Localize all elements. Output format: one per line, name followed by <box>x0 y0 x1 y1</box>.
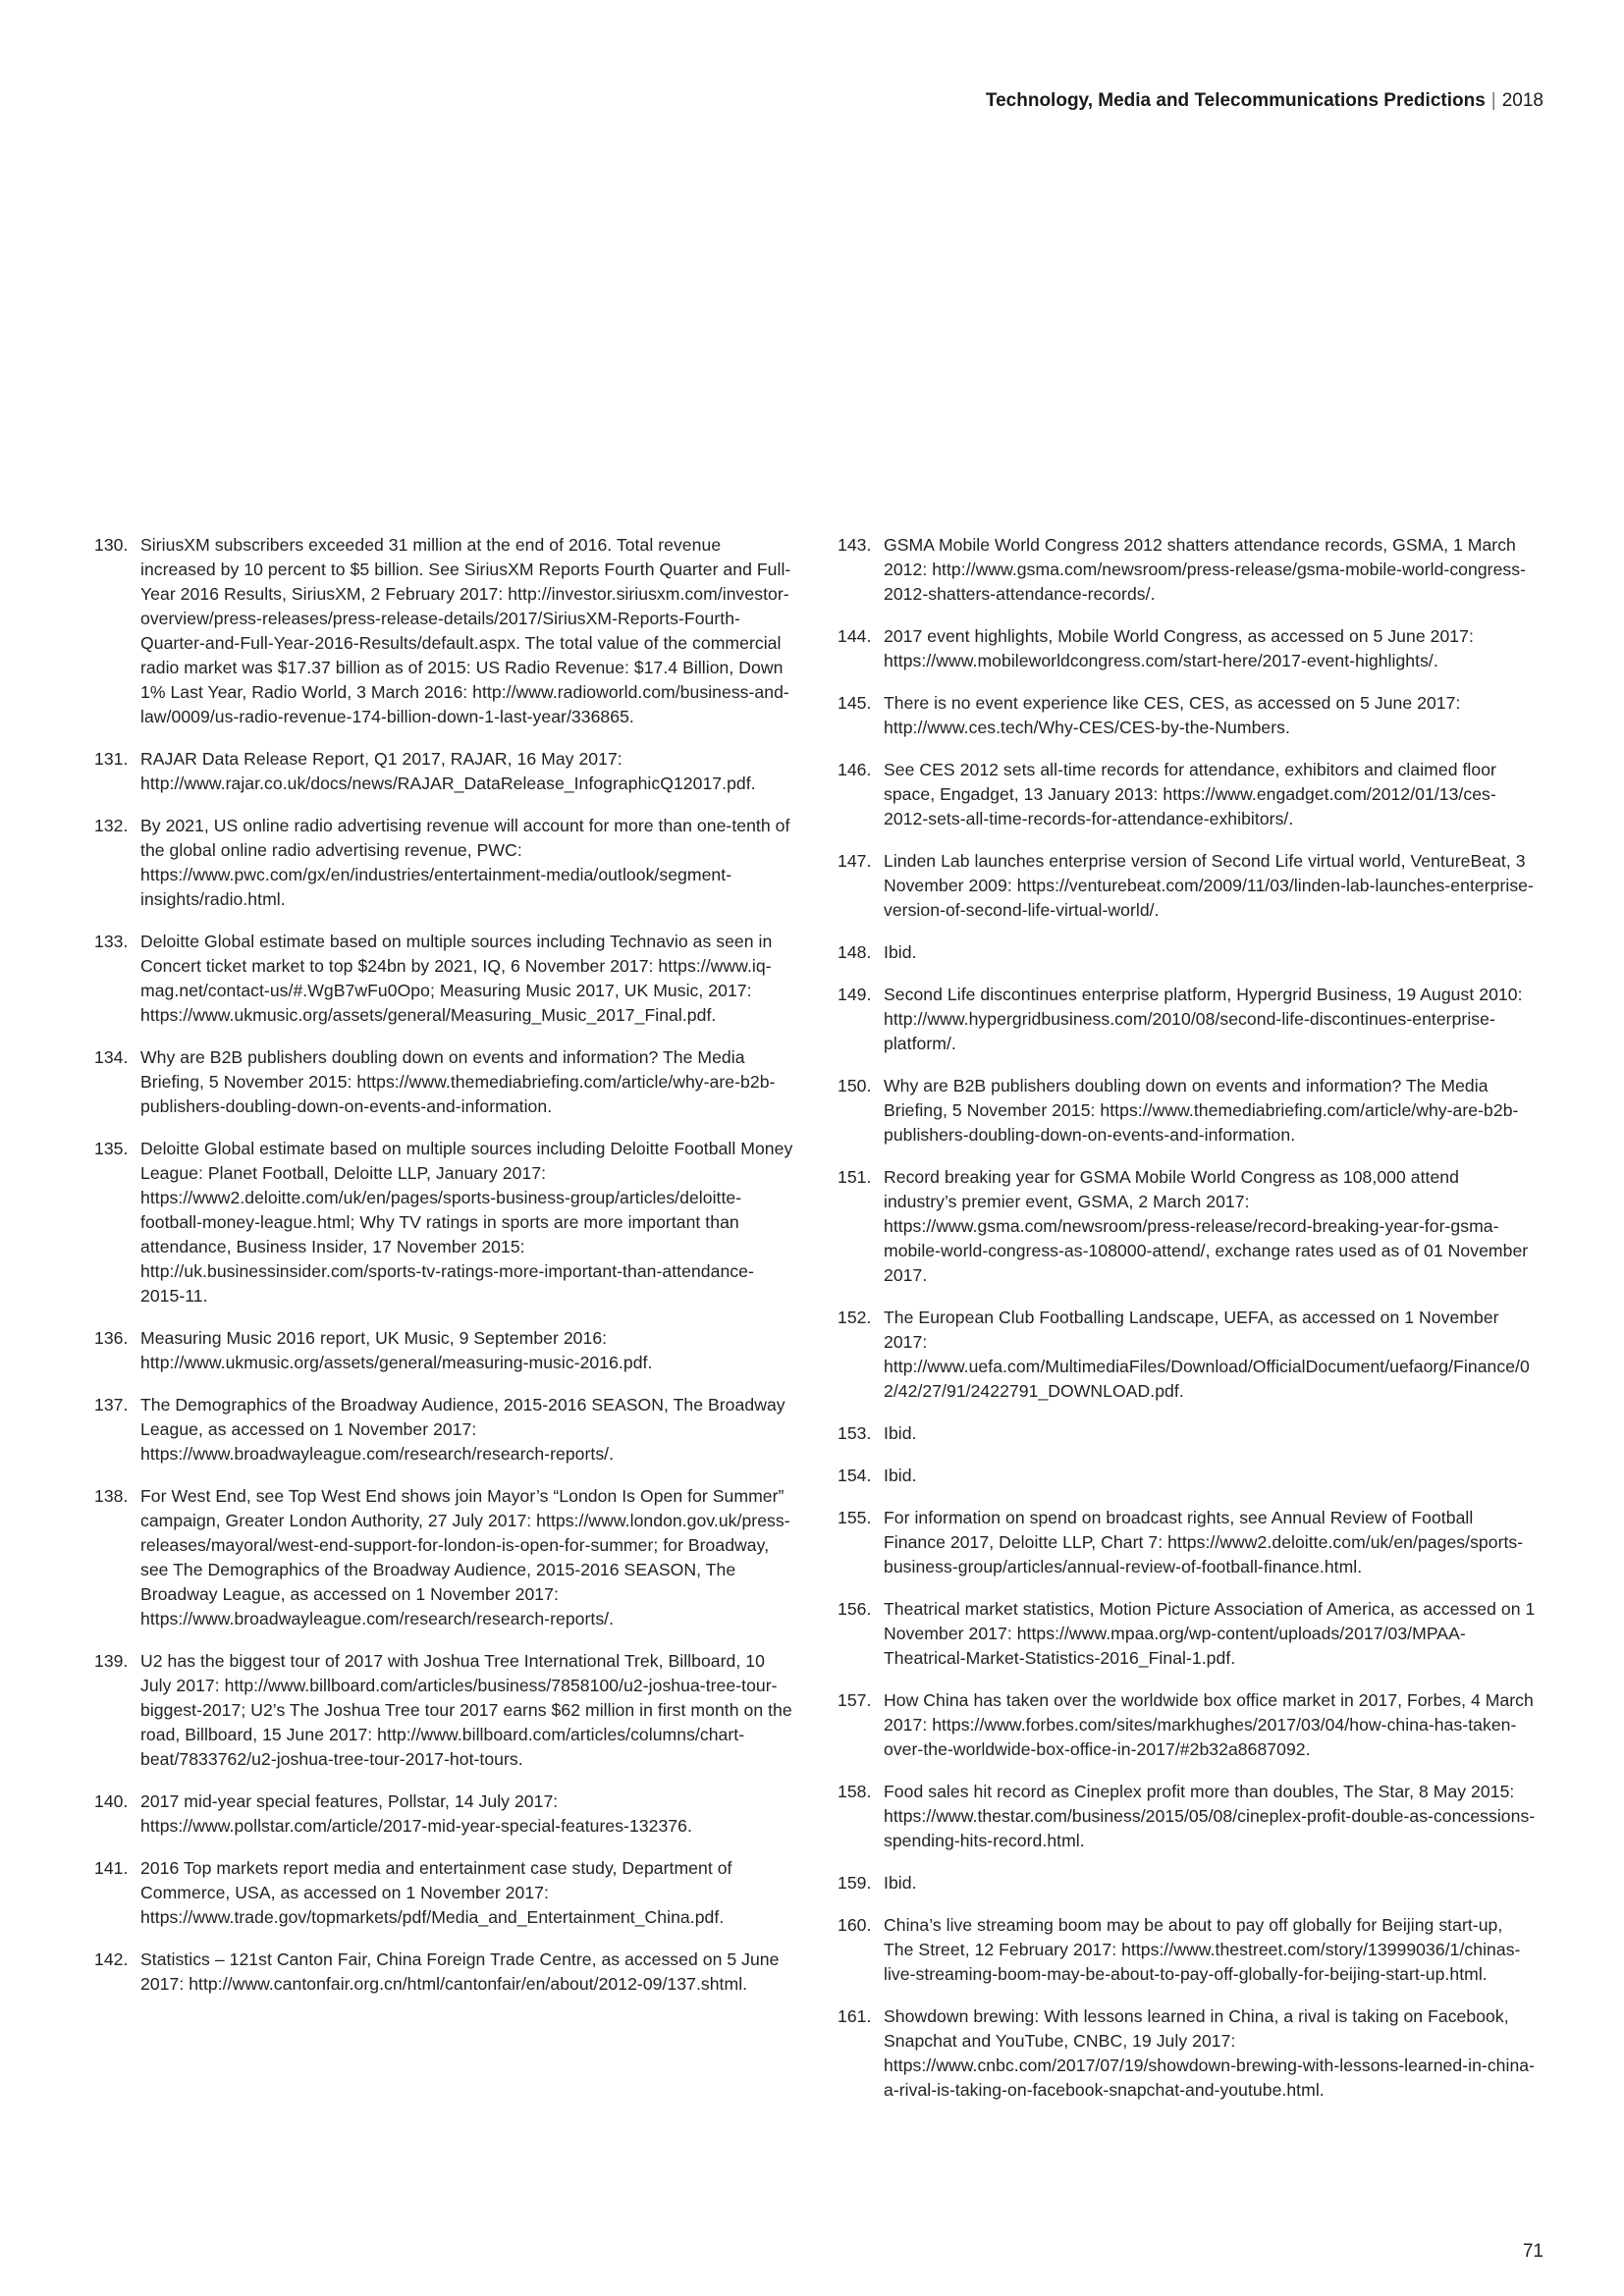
endnote-number: 133. <box>94 932 129 951</box>
endnote <box>838 1506 1537 1579</box>
endnote-text: China’s live streaming boom may be about to pay off globally for Beijing start-up, The Street, 12 February 2017: https://www.thestreet.com/story/13999036/1/chinas-live-streaming-boom-may-be-about-to-pay-off-globally-for-beijing-start-up.html. <box>884 1915 1521 1984</box>
endnote-text: Ibid. <box>884 1466 917 1485</box>
endnote-text: Ibid. <box>884 942 917 962</box>
endnote-number: 147. <box>838 851 872 871</box>
endnote-text: GSMA Mobile World Congress 2012 shatters attendance records, GSMA, 1 March 2012: http://www.gsma.com/newsroom/press-release/gsma-mobile-world-congress-2012-shatters-attendance-records/. <box>884 535 1527 604</box>
endnote-number: 138. <box>94 1486 129 1506</box>
header-separator: | <box>1490 90 1496 111</box>
endnote-number: 137. <box>94 1395 129 1415</box>
endnote <box>838 1913 1537 1987</box>
endnote-text: How China has taken over the worldwide box office market in 2017, Forbes, 4 March 2017: https://www.forbes.com/sites/markhughes/2017/03/04/how-china-has-taken-over-the-worldwide-box-office-in-2017/#2b32a8687092. <box>884 1690 1534 1759</box>
endnote-text: The Demographics of the Broadway Audience, 2015-2016 SEASON, The Broadway League, as accessed on 1 November 2017: https://www.broadwayleague.com/research/research-reports/. <box>140 1395 785 1464</box>
endnote-number: 141. <box>94 1858 129 1878</box>
endnote-text: For West End, see Top West End shows join Mayor’s “London Is Open for Summer” campaign, Greater London Authority, 27 July 2017: https://www.london.gov.uk/press-releases/mayoral/west-end-support-for-london-is-open-for-summer; for Broadway, see The Demographics of the Broadway Audience, 2015-2016 SEASON, The Broadway League, as accessed on 1 November 2017: https://www.broadwayleague.com/research/research-reports/. <box>140 1486 790 1629</box>
endnote <box>838 983 1537 1056</box>
endnote <box>94 1856 793 1930</box>
endnote-number: 145. <box>838 693 872 713</box>
endnote <box>838 533 1537 607</box>
endnote <box>838 1597 1537 1671</box>
endnote-number: 144. <box>838 626 872 646</box>
endnote <box>94 1393 793 1467</box>
endnote-text: See CES 2012 sets all-time records for attendance, exhibitors and claimed floor space, Engadget, 13 January 2013: https://www.engadget.com/2012/01/13/ces-2012-sets-all-time-records-for-attendance-exhibitors/. <box>884 760 1496 828</box>
endnote <box>94 1045 793 1119</box>
endnote-text: Theatrical market statistics, Motion Picture Association of America, as accessed on 1 November 2017: https://www.mpaa.org/wp-content/uploads/2017/03/MPAA-Theatrical-Market-Statistics-2016_Final-1.pdf. <box>884 1599 1536 1668</box>
endnote-text: 2016 Top markets report media and entertainment case study, Department of Commerce, USA, as accessed on 1 November 2017: https://www.trade.gov/topmarkets/pdf/Media_and_Entertainment_China.pdf. <box>140 1858 732 1927</box>
endnote-text: Linden Lab launches enterprise version of Second Life virtual world, VentureBeat, 3 November 2009: https://venturebeat.com/2009/11/03/linden-lab-launches-enterprise-version-of-second-life-virtual-world/. <box>884 851 1534 920</box>
endnote-number: 132. <box>94 816 129 835</box>
endnote <box>94 1948 793 1997</box>
endnote-text: Record breaking year for GSMA Mobile World Congress as 108,000 attend industry’s premier event, GSMA, 2 March 2017: https://www.gsma.com/newsroom/press-release/record-breaking-year-for-gsma-mobile-world-congress-as-108000-attend/, exchange rates used as of 01 November 2017. <box>884 1167 1529 1285</box>
endnote <box>94 1789 793 1839</box>
endnote-number: 157. <box>838 1690 872 1710</box>
endnote-number: 152. <box>838 1308 872 1327</box>
report-title: Technology, Media and Telecommunications Predictions <box>985 90 1486 111</box>
endnote-text: Why are B2B publishers doubling down on events and information? The Media Briefing, 5 November 2015: https://www.themediabriefing.com/article/why-are-b2b-publishers-doubling-down-on-events-and-information. <box>140 1047 776 1116</box>
endnote-text: SiriusXM subscribers exceeded 31 million at the end of 2016. Total revenue increased by 10 percent to $5 billion. See SiriusXM Reports Fourth Quarter and Full-Year 2016 Results, SiriusXM, 2 February 2017: http://investor.siriusxm.com/investor-overview/press-releases/press-release-details/2017/SiriusXM-Reports-Fourth-Quarter-and-Full-Year-2016-Results/default.aspx. The total value of the commercial radio market was $17.37 billion as of 2015: US Radio Revenue: $17.4 Billion, Down 1% Last Year, Radio World, 3 March 2016: http://www.radioworld.com/business-and-law/0009/us-radio-revenue-174-billion-down-1-last-year/336865. <box>140 535 791 726</box>
endnote-text: Ibid. <box>884 1423 917 1443</box>
endnote-number: 155. <box>838 1508 872 1527</box>
endnote-number: 142. <box>94 1949 129 1969</box>
page-number: 71 <box>1522 2241 1543 2262</box>
endnote <box>838 758 1537 831</box>
endnote-text: Why are B2B publishers doubling down on events and information? The Media Briefing, 5 November 2015: https://www.themediabriefing.com/article/why-are-b2b-publishers-doubling-down-on-events-and-information. <box>884 1076 1519 1145</box>
endnote <box>838 1421 1537 1446</box>
endnote <box>838 1688 1537 1762</box>
endnote <box>838 940 1537 965</box>
endnote-number: 149. <box>838 985 872 1004</box>
endnote-text: U2 has the biggest tour of 2017 with Joshua Tree International Trek, Billboard, 10 July 2017: http://www.billboard.com/articles/business/7858100/u2-joshua-tree-tour-biggest-2017; U2’s The Joshua Tree tour 2017 earns $62 million in first month on the road, Billboard, 15 June 2017: http://www.billboard.com/articles/columns/chart-beat/7833762/u2-joshua-tree-tour-2017-hot-tours. <box>140 1651 792 1769</box>
endnote-text: RAJAR Data Release Report, Q1 2017, RAJAR, 16 May 2017: http://www.rajar.co.uk/docs/news/RAJAR_DataRelease_InfographicQ12017.pdf. <box>140 749 756 793</box>
endnote-text: The European Club Footballing Landscape, UEFA, as accessed on 1 November 2017: http://www.uefa.com/MultimediaFiles/Download/OfficialDocument/uefaorg/Finance/02/42/27/91/2422791_DOWNLOAD.pdf. <box>884 1308 1530 1401</box>
endnote-number: 143. <box>838 535 872 555</box>
endnote-text: Showdown brewing: With lessons learned in China, a rival is taking on Facebook, Snapchat and YouTube, CNBC, 19 July 2017: https://www.cnbc.com/2017/07/19/showdown-brewing-with-lessons-learned-in-china-a-rival-is-taking-on-facebook-snapchat-and-youtube.html. <box>884 2006 1536 2100</box>
endnotes-left-column <box>94 533 793 2014</box>
endnote-number: 151. <box>838 1167 872 1187</box>
endnote-text: For information on spend on broadcast rights, see Annual Review of Football Finance 2017, Deloitte LLP, Chart 7: https://www2.deloitte.com/uk/en/pages/sports-business-group/articles/annual-review-of-football-finance.html. <box>884 1508 1524 1576</box>
endnote-number: 140. <box>94 1791 129 1811</box>
endnote <box>838 1165 1537 1288</box>
endnote-number: 131. <box>94 749 129 769</box>
endnote-number: 148. <box>838 942 872 962</box>
endnote-number: 160. <box>838 1915 872 1935</box>
endnote-text: Deloitte Global estimate based on multiple sources including Technavio as seen in Concert ticket market to top $24bn by 2021, IQ, 6 November 2017: https://www.iq-mag.net/contact-us/#.WgB7wFu0Opo; Measuring Music 2017, UK Music, 2017: https://www.ukmusic.org/assets/general/Measuring_Music_2017_Final.pdf. <box>140 932 773 1025</box>
endnote-number: 139. <box>94 1651 129 1671</box>
report-year: 2018 <box>1501 90 1543 111</box>
endnote <box>838 1074 1537 1148</box>
endnote-number: 156. <box>838 1599 872 1619</box>
endnote-number: 154. <box>838 1466 872 1485</box>
endnote <box>838 2004 1537 2103</box>
endnote-number: 159. <box>838 1873 872 1893</box>
endnote <box>838 1464 1537 1488</box>
endnote-number: 135. <box>94 1139 129 1158</box>
endnote-number: 150. <box>838 1076 872 1095</box>
running-header <box>986 90 1543 112</box>
endnote <box>94 1484 793 1631</box>
endnote <box>94 533 793 729</box>
endnote-text: By 2021, US online radio advertising revenue will account for more than one-tenth of the global online radio advertising revenue, PWC: https://www.pwc.com/gx/en/industries/entertainment-media/outlook/segment-insights/radio.html. <box>140 816 790 909</box>
endnote-number: 130. <box>94 535 129 555</box>
endnote <box>94 1137 793 1308</box>
endnote-text: Deloitte Global estimate based on multiple sources including Deloitte Football Money League: Planet Football, Deloitte LLP, January 2017: https://www2.deloitte.com/uk/en/pages/sports-business-group/articles/deloitte-football-money-league.html; Why TV ratings in sports are more important than attendance, Business Insider, 17 November 2015: http://uk.businessinsider.com/sports-tv-ratings-more-important-than-attendance-2015-11. <box>140 1139 793 1306</box>
endnote-text: Ibid. <box>884 1873 917 1893</box>
endnotes-right-column <box>838 533 1537 2120</box>
endnote <box>838 1780 1537 1853</box>
endnote-text: 2017 mid-year special features, Pollstar, 14 July 2017: https://www.pollstar.com/article/2017-mid-year-special-features-132376. <box>140 1791 692 1836</box>
endnote-text: There is no event experience like CES, CES, as accessed on 5 June 2017: http://www.ces.tech/Why-CES/CES-by-the-Numbers. <box>884 693 1461 737</box>
endnote <box>94 1326 793 1375</box>
endnote-text: Statistics – 121st Canton Fair, China Foreign Trade Centre, as accessed on 5 June 2017: http://www.cantonfair.org.cn/html/cantonfair/en/about/2012-09/137.shtml. <box>140 1949 780 1994</box>
endnote <box>94 930 793 1028</box>
endnote-number: 153. <box>838 1423 872 1443</box>
endnote <box>838 691 1537 740</box>
endnote-number: 146. <box>838 760 872 779</box>
endnote-text: Food sales hit record as Cineplex profit more than doubles, The Star, 8 May 2015: https://www.thestar.com/business/2015/05/08/cineplex-profit-double-as-concessions-spending-hits-record.html. <box>884 1782 1536 1850</box>
endnote-number: 158. <box>838 1782 872 1801</box>
endnote <box>838 624 1537 673</box>
endnote <box>838 849 1537 923</box>
endnote <box>94 814 793 912</box>
endnote-text: 2017 event highlights, Mobile World Congress, as accessed on 5 June 2017: https://www.mobileworldcongress.com/start-here/2017-event-highlights/. <box>884 626 1474 670</box>
endnote-number: 161. <box>838 2006 872 2026</box>
endnote <box>94 747 793 796</box>
endnote <box>94 1649 793 1772</box>
endnote <box>838 1306 1537 1404</box>
endnote-text: Measuring Music 2016 report, UK Music, 9 September 2016: http://www.ukmusic.org/assets/general/measuring-music-2016.pdf. <box>140 1328 653 1372</box>
endnote <box>838 1871 1537 1896</box>
endnote-number: 136. <box>94 1328 129 1348</box>
endnote-number: 134. <box>94 1047 129 1067</box>
endnote-text: Second Life discontinues enterprise platform, Hypergrid Business, 19 August 2010: http://www.hypergridbusiness.com/2010/08/second-life-discontinues-enterprise-platform/. <box>884 985 1523 1053</box>
